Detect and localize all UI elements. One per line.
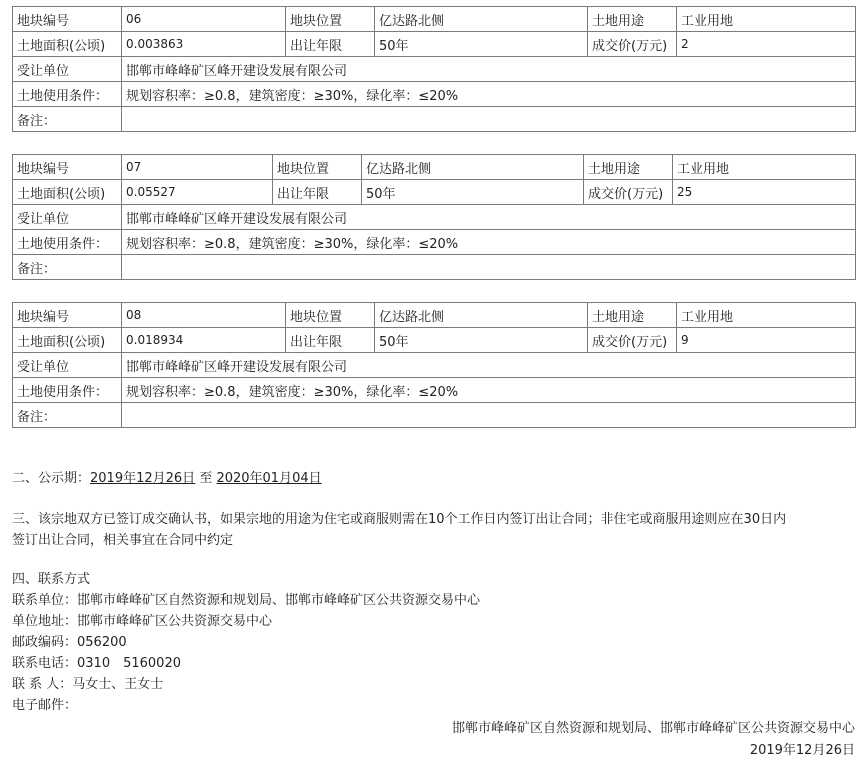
value-land-use: 工业用地 [677, 303, 856, 328]
value-grantee: 邯郸市峰峰矿区峰开建设发展有限公司 [122, 57, 856, 82]
table-row [13, 403, 856, 428]
contract-notice [12, 509, 786, 551]
value-location: 亿达路北侧 [375, 303, 588, 328]
value-grantee: 邯郸市峰峰矿区峰开建设发展有限公司 [122, 353, 856, 378]
label-location: 地块位置 [273, 155, 362, 180]
value-grantee: 邯郸市峰峰矿区峰开建设发展有限公司 [122, 205, 856, 230]
label-grantee: 受让单位 [13, 353, 122, 378]
notice-line-2: 签订出让合同，相关事宜在合同中约定 [12, 533, 234, 548]
contact-postcode: 邮政编码：056200 [12, 635, 127, 650]
label-area: 土地面积(公顷) [13, 180, 122, 205]
label-grantee: 受让单位 [13, 205, 122, 230]
label-location: 地块位置 [286, 7, 375, 32]
label-parcel-no: 地块编号 [13, 7, 122, 32]
value-remarks [122, 255, 856, 280]
value-location: 亿达路北侧 [375, 7, 588, 32]
table-row [13, 57, 856, 82]
label-term: 出让年限 [286, 32, 375, 57]
label-price: 成交价(万元) [584, 180, 673, 205]
table-row [13, 155, 856, 180]
parcel-table-08 [12, 302, 856, 428]
value-land-use: 工业用地 [677, 7, 856, 32]
publicity-to: 至 [195, 471, 217, 486]
table-row [13, 205, 856, 230]
table-row [13, 32, 856, 57]
label-conditions: 土地使用条件： [13, 378, 122, 403]
label-land-use: 土地用途 [588, 303, 677, 328]
label-land-use: 土地用途 [584, 155, 673, 180]
label-parcel-no: 地块编号 [13, 303, 122, 328]
value-area: 0.018934 [122, 328, 286, 353]
value-area: 0.05527 [122, 180, 273, 205]
label-conditions: 土地使用条件： [13, 82, 122, 107]
label-remarks: 备注： [13, 255, 122, 280]
parcel-table-06 [12, 6, 856, 132]
publicity-period [12, 468, 322, 489]
contact-phone: 联系电话：0310 5160020 [12, 656, 181, 671]
table-row [13, 378, 856, 403]
value-parcel-no: 07 [122, 155, 273, 180]
label-parcel-no: 地块编号 [13, 155, 122, 180]
value-term: 50年 [375, 328, 588, 353]
contact-person: 联 系 人：马女士、王女士 [12, 677, 164, 692]
publicity-start-date: 2019年12月26日 [90, 471, 196, 486]
label-price: 成交价(万元) [588, 328, 677, 353]
footer-issuer: 邯郸市峰峰矿区自然资源和规划局、邯郸市峰峰矿区公共资源交易中心 [451, 721, 855, 736]
label-location: 地块位置 [286, 303, 375, 328]
footer-date: 2019年12月26日 [749, 743, 855, 758]
value-price: 2 [677, 32, 856, 57]
table-row [13, 255, 856, 280]
table-row [13, 82, 856, 107]
label-grantee: 受让单位 [13, 57, 122, 82]
contact-info [12, 569, 480, 716]
value-term: 50年 [375, 32, 588, 57]
value-parcel-no: 08 [122, 303, 286, 328]
label-price: 成交价(万元) [588, 32, 677, 57]
label-area: 土地面积(公顷) [13, 32, 122, 57]
label-conditions: 土地使用条件： [13, 230, 122, 255]
contact-email: 电子邮件： [12, 698, 78, 713]
value-remarks [122, 107, 856, 132]
label-land-use: 土地用途 [588, 7, 677, 32]
publicity-label: 二、公示期： [12, 471, 91, 486]
parcel-table-07 [12, 154, 856, 280]
label-term: 出让年限 [273, 180, 362, 205]
value-conditions: 规划容积率：≥0.8，建筑密度：≥30%，绿化率：≤20% [122, 378, 856, 403]
value-price: 9 [677, 328, 856, 353]
value-conditions: 规划容积率：≥0.8，建筑密度：≥30%，绿化率：≤20% [122, 230, 856, 255]
value-remarks [122, 403, 856, 428]
label-remarks: 备注： [13, 403, 122, 428]
notice-line-1: 三、该宗地双方已签订成交确认书，如果宗地的用途为住宅或商服则需在10个工作日内签订出让合同；非住宅或商服用途则应在30日内 [12, 512, 787, 527]
value-land-use: 工业用地 [673, 155, 856, 180]
table-row [13, 303, 856, 328]
value-parcel-no: 06 [122, 7, 286, 32]
value-price: 25 [673, 180, 856, 205]
value-conditions: 规划容积率：≥0.8，建筑密度：≥30%，绿化率：≤20% [122, 82, 856, 107]
table-row [13, 180, 856, 205]
contact-address: 单位地址：邯郸市峰峰矿区公共资源交易中心 [12, 614, 273, 629]
label-remarks: 备注： [13, 107, 122, 132]
contact-unit: 联系单位：邯郸市峰峰矿区自然资源和规划局、邯郸市峰峰矿区公共资源交易中心 [12, 593, 481, 608]
table-row [13, 230, 856, 255]
label-term: 出让年限 [286, 328, 375, 353]
table-row [13, 328, 856, 353]
value-location: 亿达路北侧 [362, 155, 584, 180]
publicity-end-date: 2020年01月04日 [216, 471, 322, 486]
value-area: 0.003863 [122, 32, 286, 57]
table-row [13, 107, 856, 132]
table-row [13, 7, 856, 32]
contact-heading: 四、联系方式 [12, 572, 91, 587]
table-row [13, 353, 856, 378]
label-area: 土地面积(公顷) [13, 328, 122, 353]
value-term: 50年 [362, 180, 584, 205]
